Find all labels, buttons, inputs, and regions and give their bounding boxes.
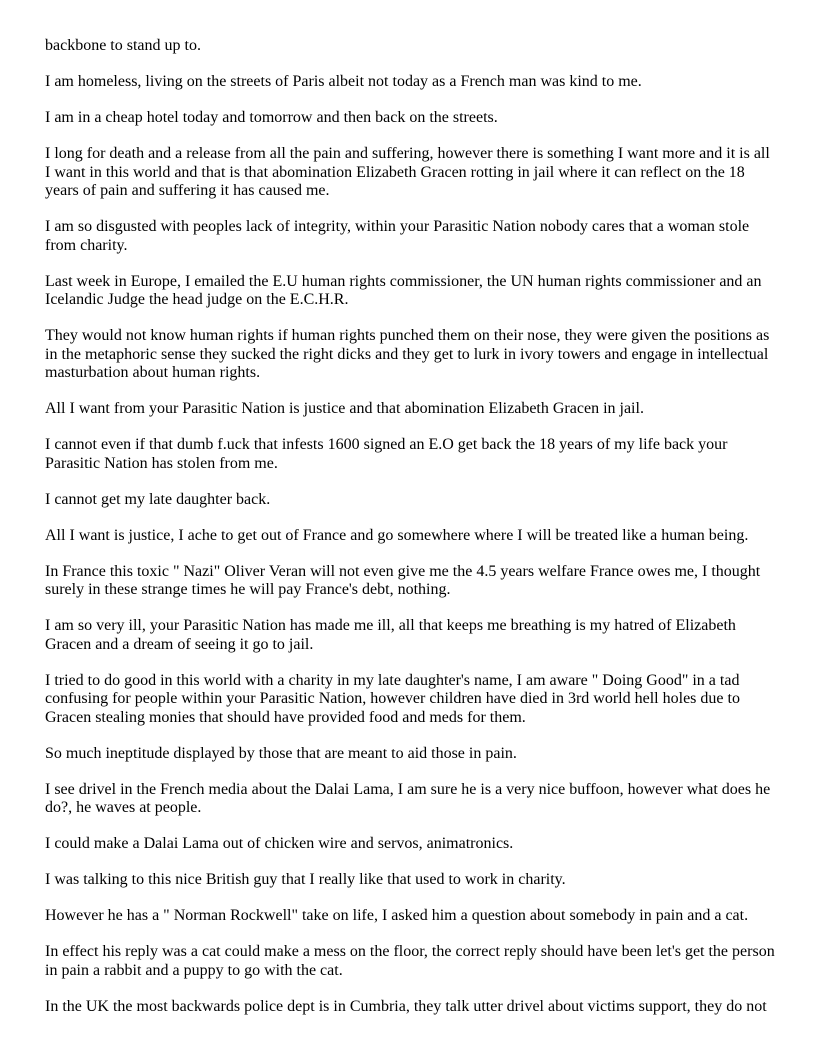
paragraph: I tried to do good in this world with a charity in my late daughter's name, I am aware " Doing Good" in a tad confusing for people within your Parasitic Nation, however children have died in 3rd world hell holes due to Gracen stealing monies that should have provided food and meds for them. xyxy=(45,671,740,726)
paragraph: Last week in Europe, I emailed the E.U human rights commissioner, the UN human rights commissioner and an Icelandic Judge the head judge on the E.C.H.R. xyxy=(45,272,762,308)
paragraph: In France this toxic " Nazi" Oliver Veran will not even give me the 4.5 years welfare France owes me, I thought surely in these strange times he will pay France's debt, nothing. xyxy=(45,562,761,598)
paragraph: I cannot get my late daughter back. xyxy=(45,490,271,508)
paragraph: I long for death and a release from all the pain and suffering, however there is something I want more and it is all I want in this world and that is that abomination Elizabeth Gracen rotting in jail where it can reflect on the 18 years of pain and suffering it has caused me. xyxy=(45,145,770,199)
paragraph: All I want from your Parasitic Nation is justice and that abomination Elizabeth Gracen in jail. xyxy=(45,400,644,417)
paragraph: I am so very ill, your Parasitic Nation has made me ill, all that keeps me breathing is my hatred of Elizabeth Gracen and a dream of seeing it go to jail. xyxy=(45,617,736,653)
paragraph: All I want is justice, I ache to get out of France and go somewhere where I will be treated like a human being. xyxy=(45,526,749,544)
paragraph: In the UK the most backwards police dept is in Cumbria, they talk utter drivel about victims support, they do not xyxy=(45,997,767,1015)
paragraph: I could make a Dalai Lama out of chicken wire and servos, animatronics. xyxy=(45,835,514,852)
paragraph: They would not know human rights if human rights punched them on their nose, they were given the positions as in the metaphoric sense they sucked the right dicks and they get to lurk in ivory towers and engage in intellectual masturbation about human rights. xyxy=(45,327,770,381)
paragraph: I am so disgusted with peoples lack of integrity, within your Parasitic Nation nobody cares that a woman stole from charity. xyxy=(45,218,750,254)
paragraph: backbone to stand up to. xyxy=(45,37,201,54)
paragraph: I cannot even if that dumb f.uck that infests 1600 signed an E.O get back the 18 years of my life back your Parasitic Nation has stolen from me. xyxy=(45,436,728,472)
paragraph: However he has a " Norman Rockwell" take on life, I asked him a question about somebody in pain and a cat. xyxy=(45,907,749,924)
paragraph: In effect his reply was a cat could make a mess on the floor, the correct reply should have been let's get the person in pain a rabbit and a puppy to go with the cat. xyxy=(45,943,775,979)
paragraph: I see drivel in the French media about the Dalai Lama, I am sure he is a very nice buffoon, however what does he do?, he waves at people. xyxy=(45,780,771,816)
paragraph: I am homeless, living on the streets of Paris albeit not today as a French man was kind to me. xyxy=(45,73,642,90)
document-body xyxy=(45,37,775,1034)
paragraph: I was talking to this nice British guy that I really like that used to work in charity. xyxy=(45,871,566,888)
paragraph: So much ineptitude displayed by those that are meant to aid those in pain. xyxy=(45,744,517,762)
paragraph: I am in a cheap hotel today and tomorrow and then back on the streets. xyxy=(45,109,498,126)
